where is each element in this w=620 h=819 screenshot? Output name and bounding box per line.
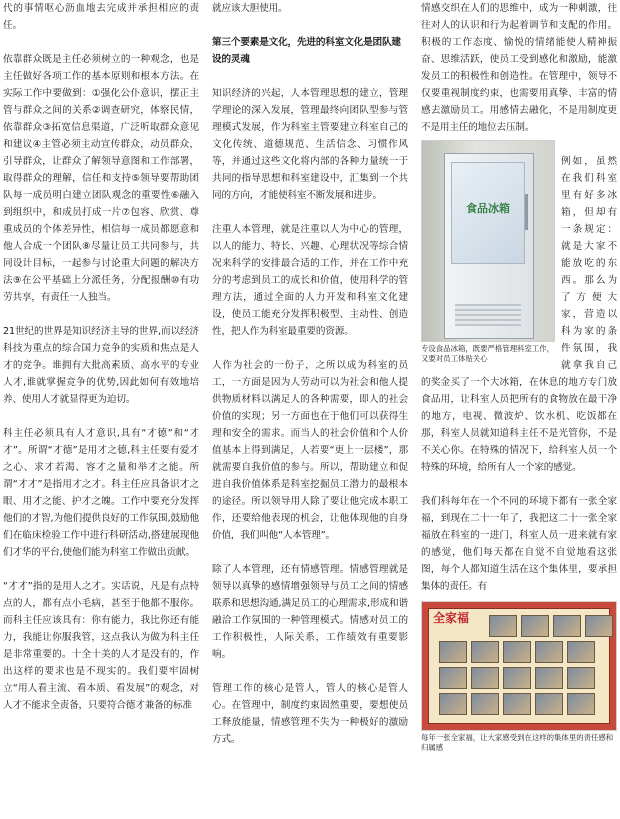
photo-thumbnail xyxy=(471,641,499,663)
paragraph: 情感交织在人们的思维中，成为一种刺激，往往对人的认识和行为起着调节和支配的作用。积极的工作态度、愉悦的情绪能使人精神振奋、思维活跃，使员工受到感化和激励，能激发员工的积极性和创造性。在管理中，领导不仅要重视制度约束，也需要用真挚、丰富的情感去激励员工。用感情去融化，不是用制度更不是用主任的地位去压制。 xyxy=(421,3,617,133)
fridge-label: 食品冰箱 xyxy=(466,202,510,215)
text-column-3 xyxy=(421,0,617,753)
paragraph: 依靠群众既是主任必须树立的一种观念，也是主任做好各项工作的基本原则和根本方法。在实际工作中要做到：①强化公仆意识，摆正主管与群众之间的关系②调查研究，体察民情，依靠群众③拓宽信息渠道，广泛听取群众意见和建议④主管必须主动宣传群众，动员群众，引导群众，让群众了解领导意图和工作部署，取得群众的理解，信任和支持⑤领导要帮助团队每一成员明白建立团队观念的重要性⑥融入到组织中，和成员打成一片⑦包容、欣赏、尊重成员的个体差异性，相信每一成员都愿意和他人合成一个团队⑧尽量让员工共同参与，共同设计目标，一起参与讨论重大问题的解决方法⑨在公平基础上分派任务，分配报酬⑩有功劳共享，有责任一人独当。 xyxy=(3,54,199,303)
paragraph: 管理工作的核心是管人，管人的核心是管人心。在管理中，制度约束固然重要，要想使员工释放能量，情感管理不失为一种极好的激励方式。 xyxy=(212,683,408,745)
photo-thumbnail xyxy=(439,667,467,689)
paragraph: 我们科每年在一个不同的环境下都有一张全家福，到现在二十一年了，我把这二十一张全家福放在科室的一进门，科室人员一进来就有家的感觉，他们每天都在自觉不自觉地看这张图，每个人都知道生活在这个集体里，要承担集体的责任。有 xyxy=(421,496,617,592)
paragraph: 注重人本管理，就是注重以人为中心的管理，以人的能力、特长、兴趣、心理状况等综合情况来科学的安排最合适的工作，并在工作中充分的考虑到员工的成长和价值，使用科学的管理方法，通过全面的人力开发和科室文化建设，使员工能充分发挥积极型、主动性、创造性，把人作为科室最重要的资源。 xyxy=(212,224,408,337)
figure-caption: 专设食品冰箱，既要严格管理科室工作，又要对员工体贴关心 xyxy=(421,344,555,363)
text-column-2 xyxy=(212,0,408,748)
photo-thumbnail xyxy=(521,615,549,637)
paragraph: “才才”指的是用人之才。实话说，凡是有点特点的人，都有点小毛病，甚至于他都不服你。而科主任应该具有：你有能力，我比你还有能力，我能让你服我管，这点我认为做为科主任是非常重要的。十全十美的人才是没有的，作出这样的要求也是不现实的。我们要牢固树立“用人看主流、看本质、看发展”的观念，对人才不能求全责备，只要符合德才兼备的标准 xyxy=(3,581,199,711)
photo-thumbnail xyxy=(567,641,595,663)
photo-thumbnail xyxy=(535,641,563,663)
photo-thumbnail xyxy=(439,641,467,663)
fridge-icon xyxy=(444,153,534,339)
paragraph: 例如，虽然在我们科室里有好多冰箱，但却有一条规定：就是大家不能放吃的东西。那么为了方便大家，营造以科为家的条件氛围，我就拿我自己的奖金买了一个大冰箱，在休息的地方专门放食品用，让科室人员把所有的食物放在最干净的地方，电视、微波炉、饮水机、吃饭都在那，科室人员就知道科主任不是光管你，不是不关心你。在特殊的情况下，给科室人员一个特殊的环境，给所有人一个家的感觉。 xyxy=(421,156,617,473)
figure-caption: 每年一张全家福，让大家感受到在这样的集体里的责任感和归属感 xyxy=(421,733,614,752)
family-photo-board xyxy=(421,601,617,731)
photo-thumbnail xyxy=(471,693,499,715)
photo-thumbnail xyxy=(567,667,595,689)
photo-thumbnail xyxy=(489,615,517,637)
paragraph: 就应该大胆使用。 xyxy=(212,3,288,14)
photo-thumbnail xyxy=(439,693,467,715)
photo-thumbnail xyxy=(553,615,581,637)
paragraph: 人作为社会的一份子，之所以成为科室的员工，一方面是因为人劳动可以为社会和他人提供物质材料以满足人的各种需要，即人的社会价值的实现；另一方面也在于他们可以获得生理和安全的需求。而当人的社会价值和个人价值基本上得到满足，人若要“更上一层楼”，那就需要自我价值的参与。所以，帮助建立和促进自我价值体系是科室挖掘员工潜力的最根本的途径。所以领导用人除了要让他完成本职工作，还要给他表现的机会，让他体现他的自身价值，我们叫他“人本管理”。 xyxy=(212,360,408,541)
fridge-handle xyxy=(525,194,528,230)
paragraph: 代的事情呕心沥血地去完成并承担相应的责任。 xyxy=(3,3,199,31)
fridge-figure xyxy=(421,140,555,364)
board-title: 全家福 xyxy=(433,611,470,625)
photo-thumbnail xyxy=(503,693,531,715)
fridge-photo xyxy=(421,140,555,342)
photo-thumbnail xyxy=(567,693,595,715)
paragraph: 除了人本管理，还有情感管理。情感管理就是领导以真挚的感情增强领导与员工之间的情感联系和思想沟通,满足员工的心理需求,形成和谐融洽工作氛围的一种管理模式。情感对员工的工作积极性，人际关系，工作绩效有重要影响。 xyxy=(212,564,408,660)
text-column-1 xyxy=(3,0,199,714)
family-photo-figure xyxy=(421,601,617,753)
paragraph: 21世纪的世界是知识经济主导的世界,而以经济科技为重点的综合国力竞争的实质和焦点是人才的竞争。谁拥有大批高素质、高水平的专业人才,谁就掌握竞争的优势,因此如何有效地培养、使用人才就显得更为迫切。 xyxy=(3,326,199,405)
photo-thumbnail xyxy=(503,641,531,663)
photo-thumbnail xyxy=(535,693,563,715)
paragraph: 知识经济的兴起，人本管理思想的建立，管理学理论的深入发展，管理最终向团队型参与管理模式发展，作为科室主管要建立科室自己的文化传统、道德规范、生活信念、习惯作风等，并通过这些文化将内部的各种力量统一于共同的指导思想和科室建设中，汇集到一个共同的方向，才能使科室不断发展和进步。 xyxy=(212,88,408,201)
photo-thumbnail xyxy=(471,667,499,689)
photo-thumbnail xyxy=(585,615,613,637)
photo-thumbnail xyxy=(503,667,531,689)
section-heading: 第三个要素是文化，先进的科室文化是团队建设的灵魂 xyxy=(212,37,401,65)
photo-board-panel xyxy=(428,608,610,724)
photo-thumbnail xyxy=(535,667,563,689)
fridge-vent xyxy=(455,304,521,326)
paragraph: 科主任必须具有人才意识,具有“才德”和“才才”。所谓“才德”是用才之德,科主任要有爱才之心、求才若渴、容才之量和举才之能。所谓“才才”是指用才之才。科主任应具备识才之眼、用才之能、护才之魄。工作中要充分发挥他们的才智,为他们提供良好的工作氛围,鼓励他们在临床检验工作中进行科研活动,搭建展现他们才华的平台,使他们能为科室工作做出贡献。 xyxy=(3,428,199,558)
